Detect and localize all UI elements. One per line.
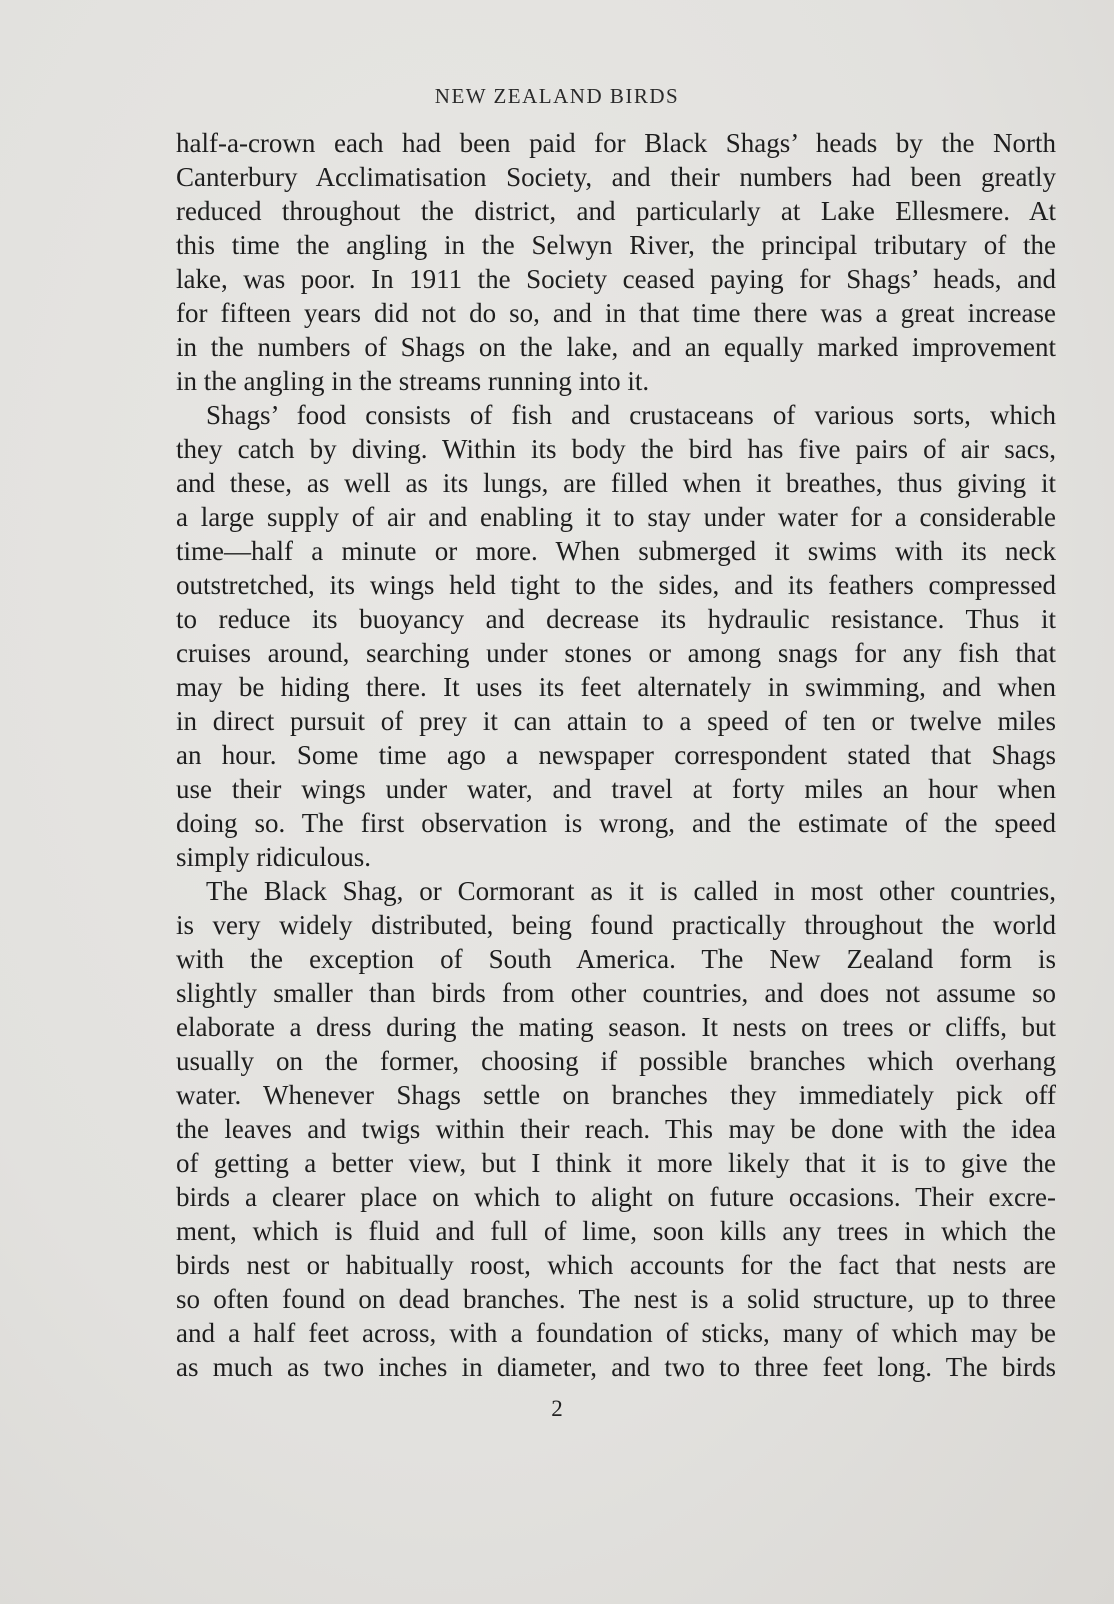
text-line: doing so. The first observation is wrong, and the estimate of the speed	[176, 808, 1056, 838]
text-line: birds nest or habitually roost, which accounts for the fact that nests are	[176, 1250, 1056, 1280]
text-line: they catch by diving. Within its body the bird has five pairs of air sacs,	[176, 434, 1056, 464]
text-line: may be hiding there. It uses its feet alternately in swimming, and when	[176, 672, 1056, 702]
text-line: elaborate a dress during the mating season. It nests on trees or cliffs, but	[176, 1012, 1056, 1042]
text-line: a large supply of air and enabling it to stay under water for a considerable	[176, 502, 1056, 532]
text-line: simply ridiculous.	[176, 842, 371, 872]
text-line: half-a-crown each had been paid for Black Shags’ heads by the North	[176, 128, 1056, 158]
text-line: with the exception of South America. The New Zealand form is	[176, 944, 1056, 974]
text-line: use their wings under water, and travel at forty miles an hour when	[176, 774, 1056, 804]
text-line: reduced throughout the district, and particularly at Lake Ellesmere. At	[176, 196, 1056, 226]
text-line: so often found on dead branches. The nest is a solid structure, up to three	[176, 1284, 1056, 1314]
text-line: an hour. Some time ago a newspaper correspondent stated that Shags	[176, 740, 1056, 770]
text-line: outstretched, its wings held tight to the sides, and its feathers compressed	[176, 570, 1056, 600]
text-line: and these, as well as its lungs, are filled when it breathes, thus giving it	[176, 468, 1056, 498]
text-line: birds a clearer place on which to alight on future occasions. Their excre-	[176, 1182, 1056, 1212]
text-line: The Black Shag, or Cormorant as it is called in most other countries,	[206, 876, 1056, 906]
text-line: slightly smaller than birds from other countries, and does not assume so	[176, 978, 1056, 1008]
text-line: to reduce its buoyancy and decrease its hydraulic resistance. Thus it	[176, 604, 1056, 634]
text-line: in the angling in the streams running into it.	[176, 366, 650, 396]
text-line: the leaves and twigs within their reach. This may be done with the idea	[176, 1114, 1056, 1144]
page-number: 2	[551, 1396, 563, 1421]
body-text	[176, 126, 1056, 1384]
text-line: time—half a minute or more. When submerged it swims with its neck	[176, 536, 1056, 566]
text-line: in direct pursuit of prey it can attain to a speed of ten or twelve miles	[176, 706, 1056, 736]
text-line: usually on the former, choosing if possible branches which overhang	[176, 1046, 1056, 1076]
text-line: as much as two inches in diameter, and two to three feet long. The birds	[176, 1352, 1056, 1382]
text-line: this time the angling in the Selwyn River, the principal tributary of the	[176, 230, 1056, 260]
text-line: for fifteen years did not do so, and in that time there was a great increase	[176, 298, 1056, 328]
text-line: of getting a better view, but I think it more likely that it is to give the	[176, 1148, 1056, 1178]
text-line: water. Whenever Shags settle on branches they immediately pick off	[176, 1080, 1056, 1110]
text-line: ment, which is fluid and full of lime, soon kills any trees in which the	[176, 1216, 1056, 1246]
text-line: in the numbers of Shags on the lake, and an equally marked improvement	[176, 332, 1056, 362]
text-line: and a half feet across, with a foundation of sticks, many of which may be	[176, 1318, 1056, 1348]
text-line: lake, was poor. In 1911 the Society ceased paying for Shags’ heads, and	[176, 264, 1056, 294]
text-line: Shags’ food consists of fish and crustaceans of various sorts, which	[206, 400, 1056, 430]
running-title: NEW ZEALAND BIRDS	[434, 84, 680, 108]
text-line: is very widely distributed, being found practically throughout the world	[176, 910, 1056, 940]
text-line: Canterbury Acclimatisation Society, and their numbers had been greatly	[176, 162, 1056, 192]
text-line: cruises around, searching under stones or among snags for any fish that	[176, 638, 1056, 668]
